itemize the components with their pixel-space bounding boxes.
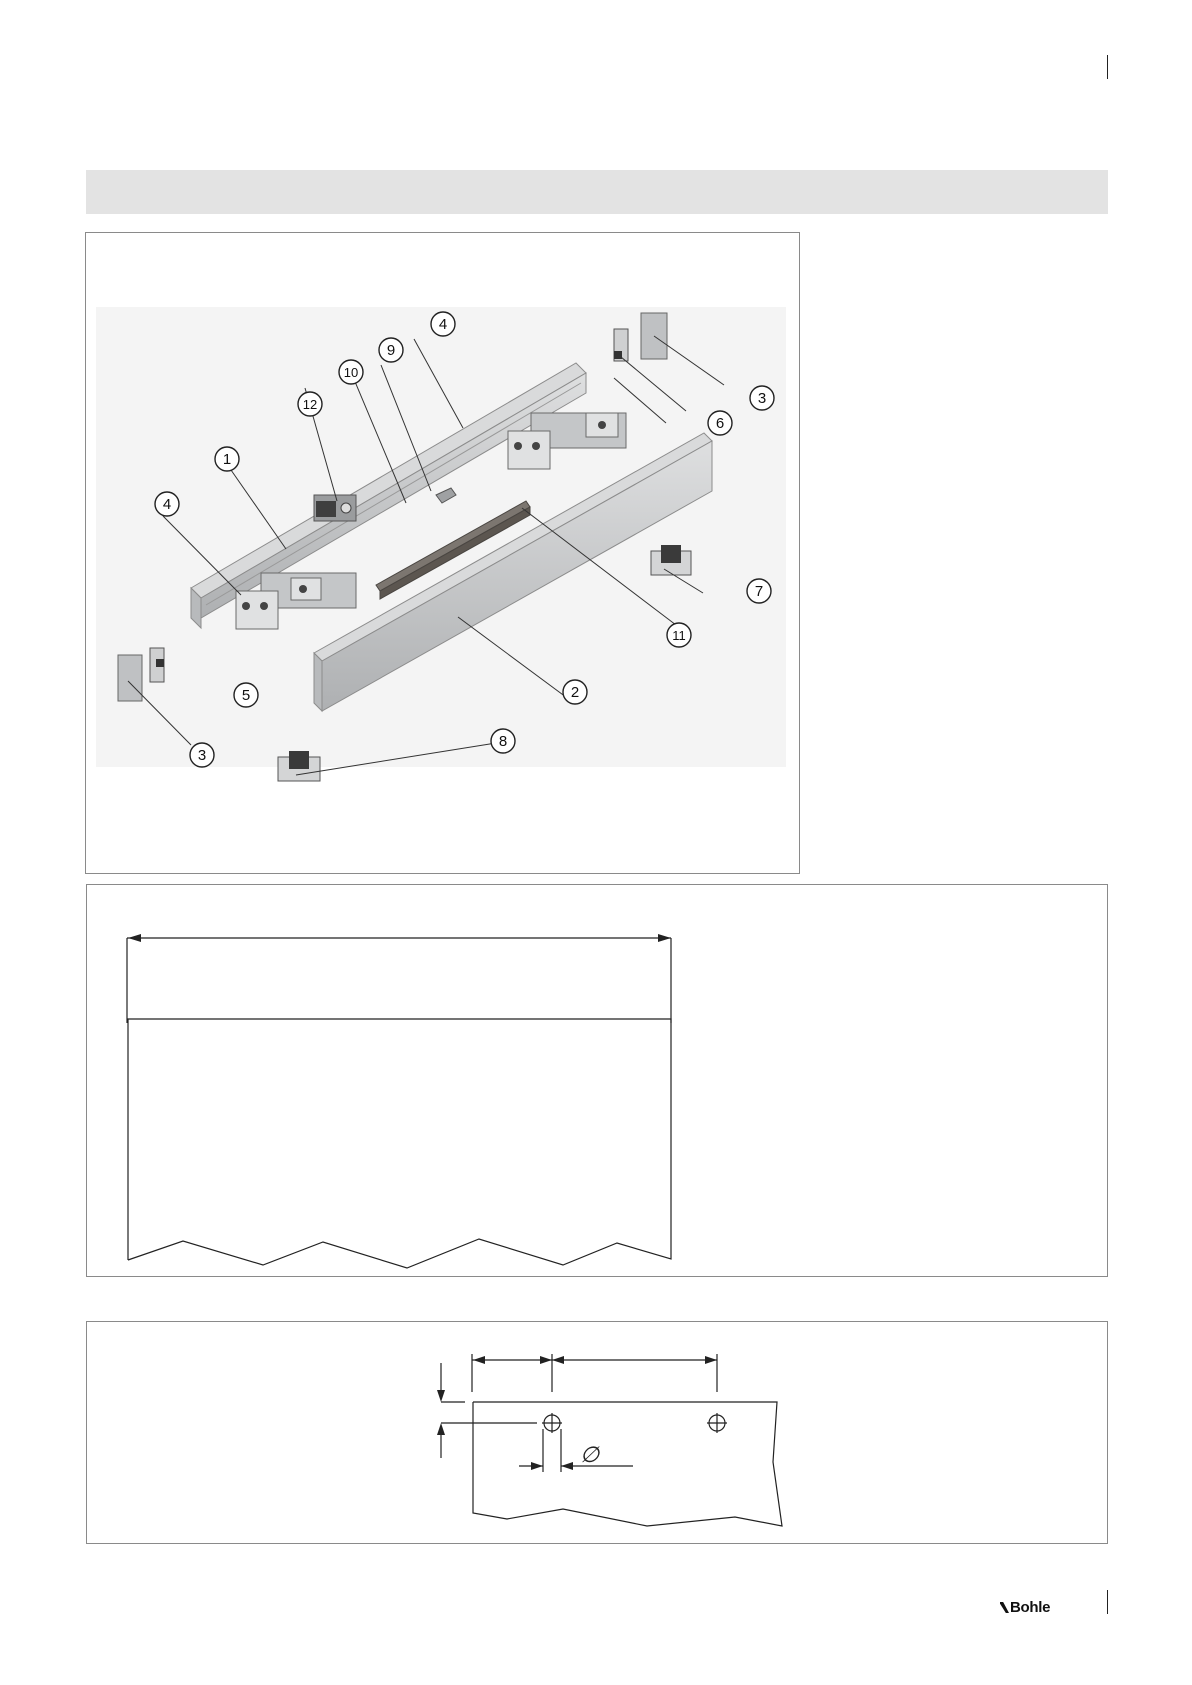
end-bracket-right-part: [614, 329, 628, 361]
callout-label-5: 5: [241, 687, 251, 704]
end-cap-left-part: [118, 655, 142, 701]
hole-pattern-panel: [86, 1321, 1108, 1544]
callout-label-12: 12: [302, 397, 318, 412]
callout-label-4-right: 4: [438, 316, 448, 333]
callout-label-2: 2: [570, 684, 580, 701]
drive-block-part: [314, 495, 356, 521]
callout-label-9: 9: [386, 342, 396, 359]
hole-pattern-diagram: [87, 1322, 1109, 1545]
diameter-symbol: ∅: [580, 1442, 600, 1467]
callout-label-10: 10: [343, 365, 359, 380]
glass-edge-outline: [473, 1402, 782, 1526]
callout-label-6: 6: [715, 415, 725, 432]
callout-label-3-right: 3: [757, 390, 767, 407]
crop-mark-bottom-right: [1107, 1590, 1108, 1614]
callout-label-3-left: 3: [197, 747, 207, 764]
callout-label-11: 11: [672, 628, 686, 643]
crop-mark-top-right: [1107, 55, 1108, 79]
bohle-logo-mark: [1000, 1602, 1009, 1613]
dimension-arrow-left: [128, 934, 141, 942]
exploded-view-diagram: [86, 233, 801, 875]
glass-pane-outline: [128, 1019, 671, 1268]
callout-label-1: 1: [222, 451, 232, 468]
callout-label-4-left: 4: [162, 496, 172, 513]
end-bracket-left-part: [150, 648, 164, 682]
callout-label-8: 8: [498, 733, 508, 750]
callout-label-7: 7: [754, 583, 764, 600]
dimension-arrow-right: [658, 934, 671, 942]
bohle-logo: [1000, 1599, 1050, 1616]
bohle-logo-text: Bohle: [1010, 1599, 1051, 1616]
exploded-view-panel: [85, 232, 800, 874]
glass-dimension-diagram: [87, 885, 1109, 1278]
glass-dimension-panel: [86, 884, 1108, 1277]
section-header-bar: [86, 170, 1108, 214]
